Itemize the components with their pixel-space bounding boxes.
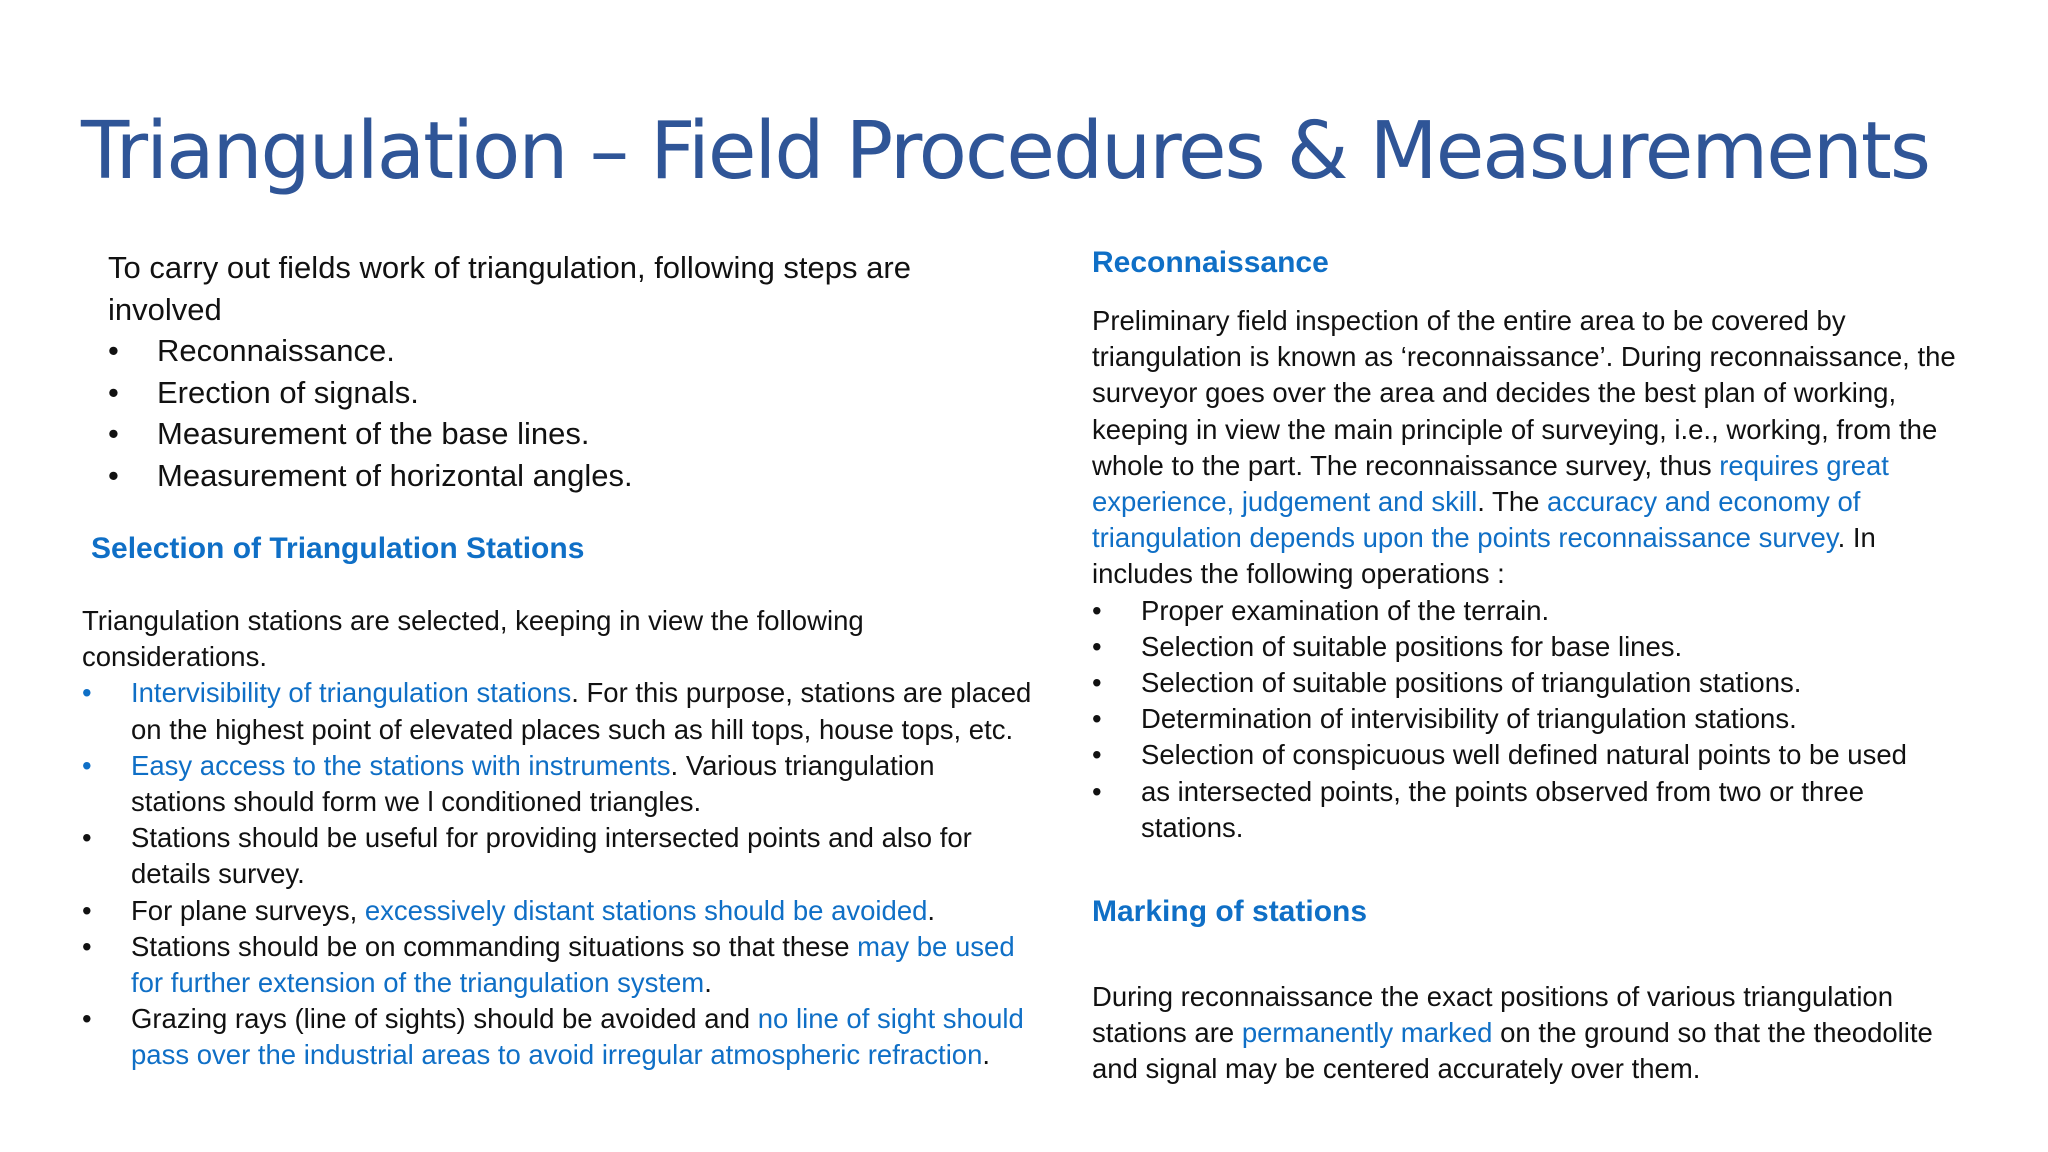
list-item: • Selection of suitable positions of triangulation stations.	[1092, 665, 1972, 701]
highlight-text: permanently marked	[1241, 1017, 1493, 1049]
section-heading-selection: Selection of Triangulation Stations	[91, 532, 585, 565]
list-item: • Selection of conspicuous well defined natural points to be used	[1092, 737, 1972, 773]
highlight-text: accuracy and economy of triangulation depends upon the points reconnaissance survey	[1092, 486, 1861, 554]
item-text: .	[927, 894, 936, 926]
highlight-text: no line of sight should pass over the industrial areas to avoid irregular atmospheric refraction	[131, 1003, 1024, 1071]
intro-text: To carry out fields work of triangulation, following steps are involved	[108, 250, 911, 327]
list-item	[82, 893, 1032, 929]
list-item: • Measurement of the base lines.	[108, 413, 1008, 455]
reconnaissance-section	[1092, 303, 1972, 846]
item-text: .	[982, 1039, 991, 1071]
marking-section	[1092, 979, 1972, 1088]
item-text: . Various triangulation stations should form we l conditioned triangles.	[131, 749, 935, 818]
marking-paragraph	[1092, 979, 1972, 1088]
item-text: Stations should be useful for providing intersected points and also for details survey.	[131, 822, 972, 890]
paragraph-text: . The	[1477, 486, 1548, 518]
selection-intro: Triangulation stations are selected, keeping in view the following considerations.	[82, 605, 864, 673]
list-item	[82, 748, 1032, 820]
item-text: . For this purpose, stations are placed on the highest point of elevated places such as hill tops, house tops, etc.	[131, 677, 1032, 745]
highlight-text: requires great experience, judgement and skill	[1092, 449, 1889, 518]
item-text: For plane surveys,	[131, 894, 365, 926]
paragraph-text: . In includes the following operations :	[1092, 522, 1876, 590]
list-item	[82, 675, 1032, 747]
highlight-text: excessively distant stations should be avoided	[364, 894, 928, 926]
list-item	[82, 1001, 1032, 1073]
list-item: • Determination of intervisibility of triangulation stations.	[1092, 701, 1972, 737]
paragraph-text: on the ground so that the theodolite and signal may be centered accurately over them.	[1092, 1017, 1933, 1085]
reconnaissance-paragraph	[1092, 303, 1972, 593]
highlight-text: Intervisibility of triangulation stations	[131, 677, 572, 709]
considerations-list	[82, 675, 1032, 1073]
slide-title: Triangulation – Field Procedures & Measurements	[81, 105, 1930, 197]
list-item: • Measurement of horizontal angles.	[108, 455, 1008, 497]
item-text: Grazing rays (line of sights) should be avoided and	[131, 1003, 758, 1035]
list-item	[82, 820, 1032, 892]
steps-list	[108, 330, 1008, 496]
item-text: Stations should be on commanding situations so that these	[131, 930, 858, 962]
selection-section	[82, 603, 1032, 1074]
paragraph-text: During reconnaissance the exact positions of various triangulation stations are	[1092, 981, 1894, 1049]
list-item: • as intersected points, the points observed from two or three stations.	[1092, 774, 1972, 846]
list-item: • Erection of signals.	[108, 372, 1008, 414]
highlight-text: Easy access to the stations with instruments	[131, 749, 671, 781]
list-item: • Selection of suitable positions for base lines.	[1092, 629, 1972, 665]
highlight-text: may be used for further extension of the triangulation system	[131, 930, 1015, 999]
section-heading-reconnaissance: Reconnaissance	[1092, 246, 1329, 279]
list-item: • Reconnaissance.	[108, 330, 1008, 372]
paragraph-text: Preliminary field inspection of the entire area to be covered by triangulation is known as ‘reconnaissance’. During reconnaissance, the surveyor goes over the area and decides the best plan of working, keeping in view the main principle of surveying, i.e., working, from the whole to the part. The reconnaissance survey, thus	[1092, 305, 1956, 481]
operations-list	[1092, 593, 1972, 846]
section-heading-marking: Marking of stations	[1092, 895, 1368, 928]
list-item: • Proper examination of the terrain.	[1092, 593, 1972, 629]
item-text: .	[704, 967, 712, 999]
intro-section	[108, 247, 1008, 496]
list-item	[82, 929, 1032, 1001]
